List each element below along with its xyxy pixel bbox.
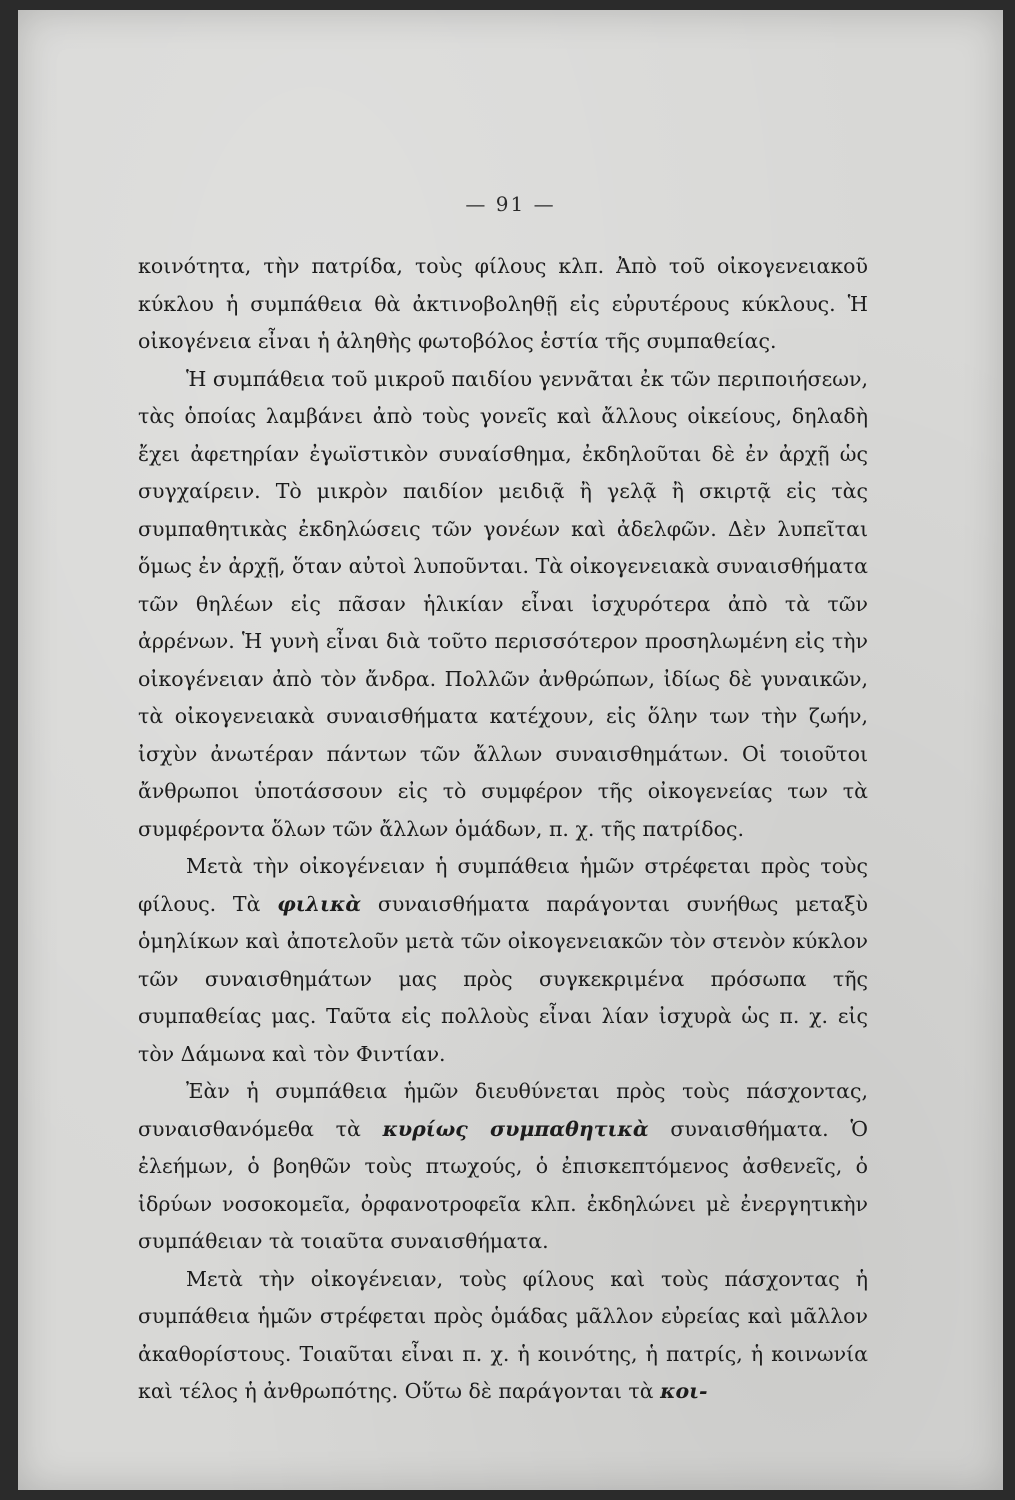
paragraph-5 bbox=[138, 1261, 868, 1411]
paragraph-3-emphasis: φιλικὰ bbox=[277, 891, 362, 916]
book-page bbox=[18, 10, 1003, 1490]
paragraph-4-text-b: συναισθήματα. Ὁ ἐλεήμων, ὁ βοηθῶν τοὺς πτωχούς, ὁ ἐπισκεπτόμενος ἀσθενεῖς, ὁ ἱδρύων νοσοκομεῖα, ὀρφανοτροφεῖα κλπ. ἐκδηλώνει μὲ ἐνεργητικὴν συμπάθειαν τὰ τοιαῦτα συναισθήματα. bbox=[138, 1116, 868, 1253]
paragraph-5-text-a: Μετὰ τὴν οἰκογένειαν, τοὺς φίλους καὶ τοὺς πάσχοντας ἡ συμπάθεια ἡμῶν στρέφεται πρὸς ὁμάδας μᾶλλον εὐρείας καὶ μᾶλλον ἀκαθορίστους. Τοιαῦται εἶναι π. χ. ἡ κοινότης, ἡ πατρίς, ἡ κοινωνία καὶ τέλος ἡ ἀνθρωπότης. Οὕτω δὲ παράγονται τὰ bbox=[138, 1266, 868, 1403]
paragraph-4-emphasis: κυρίως συμπαθητικὰ bbox=[382, 1116, 649, 1141]
paragraph-1 bbox=[138, 248, 868, 361]
paragraph-2-text: Ἡ συμπάθεια τοῦ μικροῦ παιδίου γεννᾶται ἐκ τῶν περιποιήσεων, τὰς ὁποίας λαμβάνει ἀπὸ τοὺς γονεῖς καὶ ἄλλους οἰκείους, δηλαδὴ ἔχει ἀφετηρίαν ἐγωϊστικὸν συναίσθημα, ἐκδηλοῦται δὲ ἐν ἀρχῇ ὡς συγχαίρειν. Τὸ μικρὸν παιδίον μειδιᾷ ἢ γελᾷ ἢ σκιρτᾷ εἰς τὰς συμπαθητικὰς ἐκδηλώσεις τῶν γονέων καὶ ἀδελφῶν. Δὲν λυπεῖται ὅμως ἐν ἀρχῇ, ὅταν αὐτοὶ λυποῦνται. Τὰ οἰκογενειακὰ συναισθήματα τῶν θηλέων εἰς πᾶσαν ἡλικίαν εἶναι ἰσχυρότερα ἀπὸ τὰ τῶν ἀρρένων. Ἡ γυνὴ εἶναι διὰ τοῦτο περισσότερον προσηλωμένη εἰς τὴν οἰκογένειαν ἀπὸ τὸν ἄνδρα. Πολλῶν ἀνθρώπων, ἰδίως δὲ γυναικῶν, τὰ οἰκογενειακὰ συναισθήματα κατέχουν, εἰς ὅλην των τὴν ζωήν, ἰσχὺν ἀνωτέραν πάντων τῶν ἄλλων συναισθημάτων. Οἱ τοιοῦτοι ἄνθρωποι ὑποτάσσουν εἰς τὸ συμφέρον τῆς οἰκογενείας των τὰ συμφέροντα ὅλων τῶν ἄλλων ὁμάδων, π. χ. τῆς πατρίδος. bbox=[138, 366, 868, 841]
paragraph-4-text-a: Ἐὰν ἡ συμπάθεια ἡμῶν διευθύνεται πρὸς τοὺς πάσχοντας, συναισθανόμεθα τὰ bbox=[138, 1079, 868, 1141]
paragraph-3-text-b: συναισθήματα παράγονται συνήθως μεταξὺ ὁμηλίκων καὶ ἀποτελοῦν μετὰ τῶν οἰκογενειακῶν τὸν στενὸν κύκλον τῶν συναισθημάτων μας πρὸς συγκεκριμένα πρόσωπα τῆς συμπαθείας μας. Ταῦτα εἰς πολλοὺς εἶναι λίαν ἰσχυρὰ ὡς π. χ. εἰς τὸν Δάμωνα καὶ τὸν Φιντίαν. bbox=[138, 891, 868, 1066]
paragraph-3 bbox=[138, 848, 868, 1073]
paragraph-5-emphasis: κοι- bbox=[660, 1379, 708, 1403]
paragraph-1-text: κοινότητα, τὴν πατρίδα, τοὺς φίλους κλπ. Ἀπὸ τοῦ οἰκογενειακοῦ κύκλου ἡ συμπάθεια θὰ ἀκτινοβοληθῇ εἰς εὐρυτέρους κύκλους. Ἡ οἰκογένεια εἶναι ἡ ἀληθὴς φωτοβόλος ἑστία τῆς συμπαθείας. bbox=[138, 254, 868, 353]
paragraph-2 bbox=[138, 361, 868, 849]
page-number: — 91 — bbox=[465, 192, 556, 216]
paragraph-4 bbox=[138, 1073, 868, 1261]
paragraph-3-text-a: Μετὰ τὴν οἰκογένειαν ἡ συμπάθεια ἡμῶν στρέφεται πρὸς τοὺς φίλους. Τὰ bbox=[138, 854, 868, 916]
body-text bbox=[138, 248, 868, 1411]
